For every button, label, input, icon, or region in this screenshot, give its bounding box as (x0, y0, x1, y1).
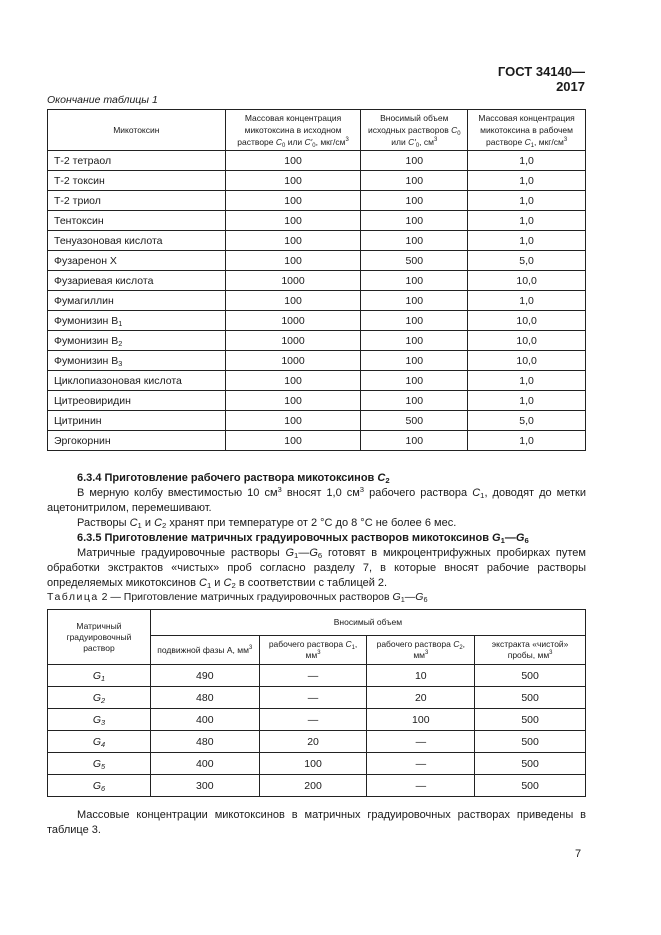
table1-cell-vol: 500 (361, 251, 468, 271)
table2-cell-extract: 500 (475, 687, 586, 709)
table1-row (48, 251, 586, 271)
table1-cell-work: 5,0 (468, 411, 586, 431)
table1-cell-toxin: Т-2 токсин (48, 171, 226, 191)
table1-cell-work: 10,0 (468, 271, 586, 291)
table1-cell-conc: 100 (225, 291, 361, 311)
table1-cell-work: 10,0 (468, 311, 586, 331)
table2-cell-c1: — (259, 665, 367, 687)
table2-header-mobile: подвижной фазы A, $мм^3$ (150, 636, 259, 665)
page-number: 7 (575, 848, 582, 860)
table2-cell-mobile: 400 (150, 709, 259, 731)
table1-cell-work: 1,0 (468, 171, 586, 191)
table1-header-work: Массовая концентрация микотоксина в рабочем растворе $C_1$, мкг/$см^3$ (468, 110, 586, 151)
table1-row (48, 391, 586, 411)
table1-cell-vol: 100 (361, 351, 468, 371)
table1-row (48, 231, 586, 251)
table2-cell-mobile: 400 (150, 753, 259, 775)
table1-cell-work: 5,0 (468, 251, 586, 271)
table1-cell-conc: 100 (225, 151, 361, 171)
table1-cell-conc: 1000 (225, 311, 361, 331)
table2-cell-extract: 500 (475, 775, 586, 797)
table2-cell-c1: 20 (259, 731, 367, 753)
table1-cell-toxin: Т-2 триол (48, 191, 226, 211)
table2-cell-c1: 100 (259, 753, 367, 775)
table1-row (48, 171, 586, 191)
table1-cell-conc: 100 (225, 211, 361, 231)
table1-row (48, 191, 586, 211)
table1-cell-work: 1,0 (468, 391, 586, 411)
table2-row (48, 731, 586, 753)
table1-cell-work: 10,0 (468, 351, 586, 371)
table1-cell-vol: 100 (361, 391, 468, 411)
table1-cell-work: 1,0 (468, 191, 586, 211)
table1-cell-work: 10,0 (468, 331, 586, 351)
table2-header-extract: экстракта «чистой» пробы, $мм^3$ (475, 636, 586, 665)
table1-cell-vol: 100 (361, 211, 468, 231)
table2-cell-extract: 500 (475, 709, 586, 731)
table1-header-row (48, 110, 586, 151)
table1-cell-toxin: Фузаренон X (48, 251, 226, 271)
table1-cell-work: 1,0 (468, 431, 586, 451)
table1-row (48, 331, 586, 351)
table1-cell-vol: 100 (361, 191, 468, 211)
table2-row (48, 775, 586, 797)
table2-cell-c2: — (367, 731, 475, 753)
table1-cell-vol: 100 (361, 431, 468, 451)
table1-cell-work: 1,0 (468, 211, 586, 231)
table1-cell-toxin: Цитринин (48, 411, 226, 431)
table1-cell-toxin: Фумагиллин (48, 291, 226, 311)
table2-cell-c2: 20 (367, 687, 475, 709)
table2-cell-solution: $G_3$ (48, 709, 151, 731)
table1-cell-conc: 100 (225, 251, 361, 271)
table2-row (48, 709, 586, 731)
table1-cell-vol: 100 (361, 291, 468, 311)
table1-header-toxin: Микотоксин (48, 110, 226, 151)
table1-cell-conc: 100 (225, 411, 361, 431)
table1-cell-toxin: Циклопиазоновая кислота (48, 371, 226, 391)
table2-cell-extract: 500 (475, 753, 586, 775)
table2-header-solution: Матричный градуировочный раствор (48, 610, 151, 665)
table2-cell-c2: 100 (367, 709, 475, 731)
table1-cell-vol: 500 (361, 411, 468, 431)
table2-cell-c2: 10 (367, 665, 475, 687)
table1-row (48, 311, 586, 331)
table1-cell-toxin: Фузариевая кислота (48, 271, 226, 291)
section-6-3-4-heading: 6.3.4 Приготовление рабочего раствора микотоксинов $C_2$ (77, 472, 390, 485)
table2-cell-c2: — (367, 775, 475, 797)
table1-cell-conc: 100 (225, 431, 361, 451)
section-6-3-5-paragraph: Матричные градуировочные растворы $G_1—G_6$ готовят в микроцентрифужных пробирках путем обработки экстрактов «чистых» проб согласно разделу 7, в которые вносят рабочие растворы определяемых микотоксинов $C_1$ и $C_2$ в соответствии с таблицей 2. (47, 547, 586, 590)
table1-cell-toxin: Эргокорнин (48, 431, 226, 451)
table2-cell-solution: $G_5$ (48, 753, 151, 775)
table1-header-vol: Вносимый объем исходных растворов $C_0$ или $C'_0$, $см^3$ (361, 110, 468, 151)
table1-cell-conc: 100 (225, 171, 361, 191)
table2-cell-extract: 500 (475, 731, 586, 753)
table1-cell-vol: 100 (361, 271, 468, 291)
table1-row (48, 431, 586, 451)
section-6-3-5-heading: 6.3.5 Приготовление матричных градуировочных растворов микотоксинов $G_1—G_6$ (77, 532, 529, 545)
table2-cell-mobile: 480 (150, 731, 259, 753)
table1-cell-work: 1,0 (468, 151, 586, 171)
closing-paragraph: Массовые концентрации микотоксинов в матричных градуировочных растворах приведены в таблице 3. (47, 809, 586, 836)
table1-cell-conc: 1000 (225, 331, 361, 351)
table1-cell-conc: 100 (225, 371, 361, 391)
table2-cell-extract: 500 (475, 665, 586, 687)
table1-row (48, 271, 586, 291)
table2-cell-c1: — (259, 687, 367, 709)
table1-cell-conc: 1000 (225, 351, 361, 371)
table2-cell-mobile: 490 (150, 665, 259, 687)
table2-row (48, 665, 586, 687)
table1-cell-toxin: Фумонизин $B_1$ (48, 311, 226, 331)
table1-cell-toxin: Цитреовиридин (48, 391, 226, 411)
table1-row (48, 211, 586, 231)
table2 (47, 609, 586, 797)
table2-cell-solution: $G_6$ (48, 775, 151, 797)
table1-cell-toxin: Т-2 тетраол (48, 151, 226, 171)
table2-row (48, 687, 586, 709)
section-6-3-4-paragraph-2: Растворы $C_1$ и $C_2$ хранят при температуре от 2 °C до 8 °C не более 6 мес. (77, 517, 457, 530)
table1-cell-toxin: Тенуазоновая кислота (48, 231, 226, 251)
section-6-3-4-paragraph-1: В мерную колбу вместимостью 10 $см^3$ вносят 1,0 $см^3$ рабочего раствора $C_1$, доводят до метки ацетонитрилом, перемешивают. (47, 485, 586, 514)
table1-cell-work: 1,0 (468, 371, 586, 391)
table1-cell-vol: 100 (361, 331, 468, 351)
table2-cell-mobile: 480 (150, 687, 259, 709)
table1-row (48, 351, 586, 371)
table1-caption: Окончание таблицы 1 (47, 94, 158, 106)
table2-header-row-1 (48, 610, 586, 636)
table1-cell-vol: 100 (361, 151, 468, 171)
table2-row (48, 753, 586, 775)
table1-cell-conc: 100 (225, 391, 361, 411)
table1-cell-toxin: Тентоксин (48, 211, 226, 231)
table2-cell-c1: 200 (259, 775, 367, 797)
table1-cell-toxin: Фумонизин $B_2$ (48, 331, 226, 351)
table1-row (48, 151, 586, 171)
table1-cell-toxin: Фумонизин $B_3$ (48, 351, 226, 371)
table1-cell-conc: 100 (225, 231, 361, 251)
table1-row (48, 291, 586, 311)
table1-cell-vol: 100 (361, 371, 468, 391)
table2-cell-solution: $G_2$ (48, 687, 151, 709)
table2-cell-mobile: 300 (150, 775, 259, 797)
table1-cell-work: 1,0 (468, 231, 586, 251)
table1 (47, 109, 586, 451)
table2-header-c1: рабочего раствора $C_1$, $мм^3$ (259, 636, 367, 665)
document-code: ГОСТ 34140—2017 (497, 64, 585, 94)
table1-cell-vol: 100 (361, 171, 468, 191)
table1-row (48, 411, 586, 431)
table1-header-conc: Массовая концентрация микотоксина в исходном растворе $C_0$ или $C'_0$, мкг/$см^3$ (225, 110, 361, 151)
table1-cell-conc: 1000 (225, 271, 361, 291)
table1-body (48, 151, 586, 451)
table1-cell-work: 1,0 (468, 291, 586, 311)
table2-header-volume: Вносимый объем (150, 610, 585, 636)
table2-cell-solution: $G_4$ (48, 731, 151, 753)
table1-cell-vol: 100 (361, 311, 468, 331)
table2-cell-c2: — (367, 753, 475, 775)
table1-cell-vol: 100 (361, 231, 468, 251)
table2-caption: Таблица 2 — Приготовление матричных градуировочных растворов $G_1—G_6$ (47, 591, 428, 604)
table2-body (48, 665, 586, 797)
table1-row (48, 371, 586, 391)
table2-header-c2: рабочего раствора $C_2$, $мм^3$ (367, 636, 475, 665)
table2-cell-c1: — (259, 709, 367, 731)
table2-cell-solution: $G_1$ (48, 665, 151, 687)
table1-cell-conc: 100 (225, 191, 361, 211)
